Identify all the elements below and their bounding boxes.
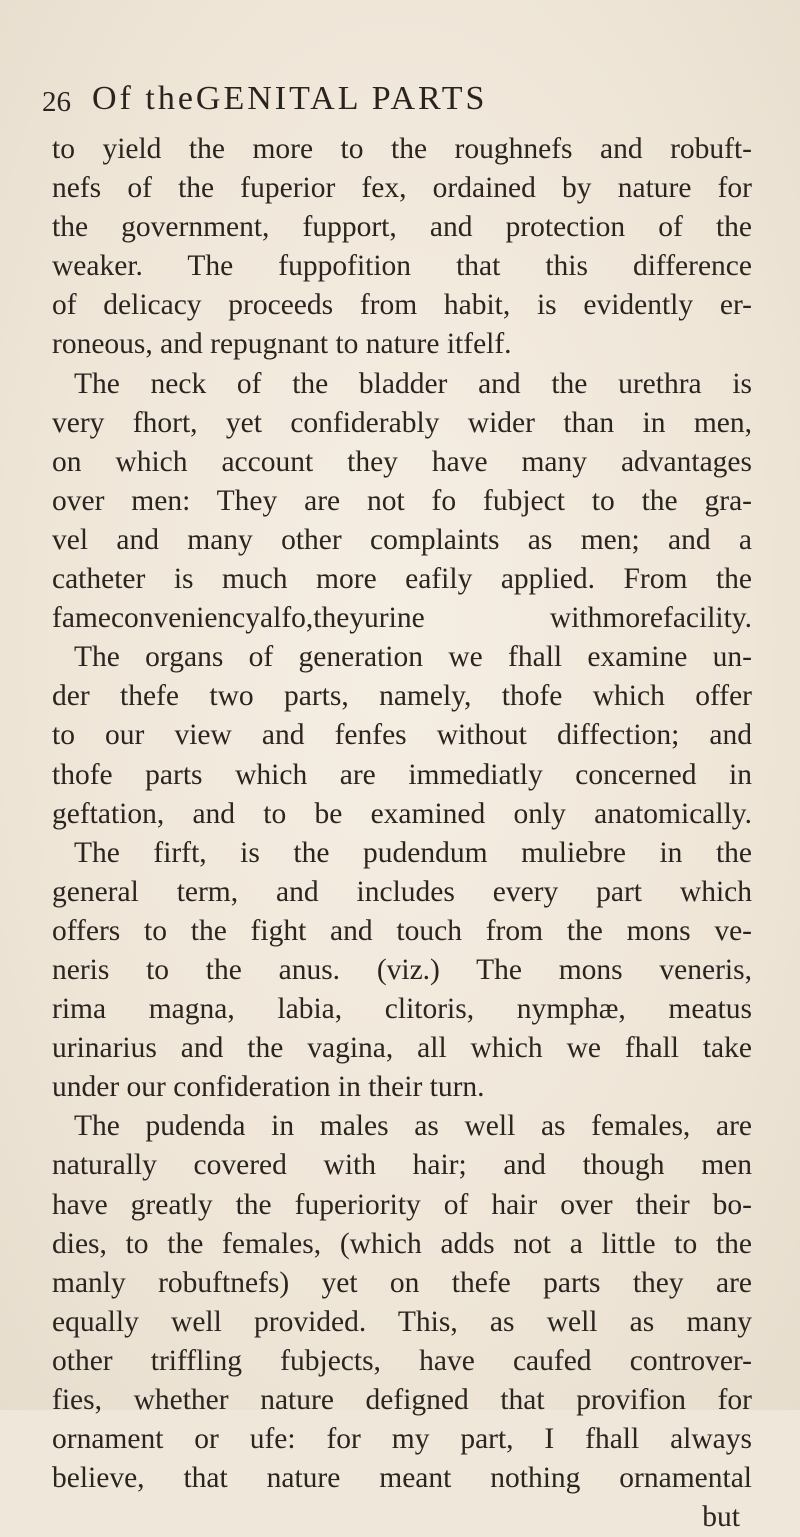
text-line: believe, that nature meant nothing ornamental	[52, 1462, 752, 1495]
text-line: to our view and fenfes without diffection; and	[52, 719, 752, 752]
text-line: fameconveniencyalfo,theyurine withmorefacility.	[52, 602, 752, 635]
text-line: under our confideration in their turn.	[52, 1071, 485, 1104]
paragraph-start-line: The organs of generation we fhall examine un-	[74, 641, 752, 674]
text-line: urinarius and the vagina, all which we fhall take	[52, 1032, 752, 1065]
text-line: dies, to the females, (which adds not a little to the	[52, 1227, 752, 1260]
running-header	[42, 80, 762, 128]
text-line: offers to the fight and touch from the mons ve-	[52, 914, 752, 947]
text-line: of delicacy proceeds from habit, is evidently er-	[52, 289, 752, 322]
text-line: equally well provided. This, as well as many	[52, 1305, 752, 1338]
text-line: ornament or ufe: for my part, I fhall always	[52, 1423, 752, 1456]
text-line: thofe parts which are immediatly concerned in	[52, 758, 752, 791]
paragraph-start-line: The neck of the bladder and the urethra is	[74, 367, 752, 400]
text-line: general term, and includes every part which	[52, 875, 752, 908]
text-line: fies, whether nature defigned that provifion for	[52, 1384, 752, 1416]
body-text	[52, 130, 752, 1537]
text-line: nefs of the fuperior fex, ordained by nature for	[52, 172, 752, 205]
running-title: Of theGENITAL PARTS	[92, 80, 488, 117]
text-line: weaker. The fuppofition that this difference	[52, 250, 752, 283]
text-line: other triffling fubjects, have caufed controver-	[52, 1344, 752, 1377]
paragraph-start-line: The firft, is the pudendum muliebre in the	[74, 836, 752, 869]
text-line: the government, fupport, and protection of the	[52, 211, 752, 244]
catchword: but	[702, 1501, 740, 1534]
text-line: very fhort, yet confiderably wider than in men,	[52, 406, 752, 439]
text-line: to yield the more to the roughnefs and robuft-	[52, 133, 752, 165]
paragraph-start-line: The pudenda in males as well as females, are	[74, 1110, 752, 1143]
text-line: on which account they have many advantages	[52, 445, 752, 478]
text-line: over men: They are not fo fubject to the gra-	[52, 484, 752, 517]
text-line: rima magna, labia, clitoris, nymphæ, meatus	[52, 993, 752, 1026]
text-line: neris to the anus. (viz.) The mons veneris,	[52, 953, 752, 986]
text-line: catheter is much more eafily applied. From the	[52, 563, 752, 596]
text-line: have greatly the fuperiority of hair over their bo-	[52, 1188, 752, 1221]
text-line: manly robuftnefs) yet on thefe parts they are	[52, 1266, 752, 1299]
text-line: vel and many other complaints as men; and a	[52, 523, 752, 556]
page-number: 26	[42, 86, 71, 118]
text-line: der thefe two parts, namely, thofe which offer	[52, 680, 752, 713]
text-line: geftation, and to be examined only anatomically.	[52, 797, 752, 830]
text-line: naturally covered with hair; and though men	[52, 1149, 752, 1182]
text-line: roneous, and repugnant to nature itfelf.	[52, 328, 512, 361]
